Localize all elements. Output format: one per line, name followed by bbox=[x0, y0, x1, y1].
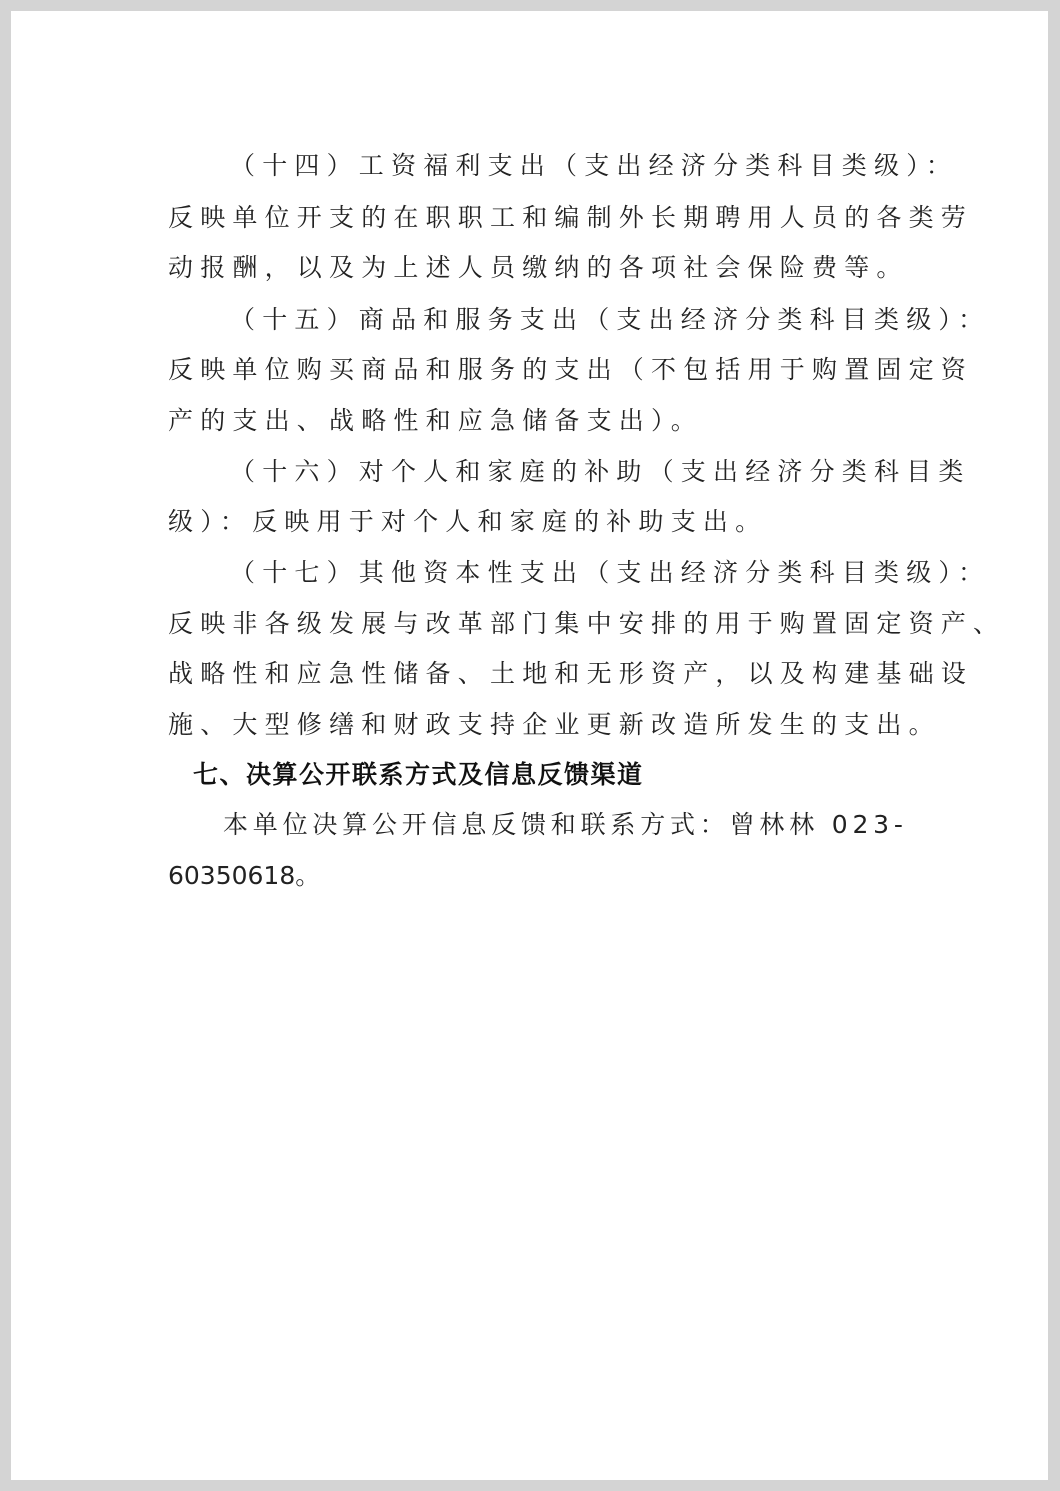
paragraph-14-line-3: 动报酬，以及为上述人员缴纳的各项社会保险费等。 bbox=[168, 253, 909, 282]
paragraph-14-line-2: 反映单位开支的在职职工和编制外长期聘用人员的各类劳 bbox=[168, 203, 974, 232]
paragraph-16-line-1: （十六）对个人和家庭的补助（支出经济分类科目类 bbox=[230, 457, 971, 486]
contact-line-1: 本单位决算公开信息反馈和联系方式：曾林林 023- bbox=[223, 810, 908, 839]
paragraph-16-line-2: 级）：反映用于对个人和家庭的补助支出。 bbox=[168, 507, 768, 536]
paragraph-17-line-2: 反映非各级发展与改革部门集中安排的用于购置固定资产、 bbox=[168, 609, 1006, 638]
paragraph-15-line-3: 产的支出、战略性和应急储备支出）。 bbox=[168, 406, 703, 435]
paragraph-17-line-3: 战略性和应急性储备、土地和无形资产，以及构建基础设 bbox=[168, 659, 974, 688]
paragraph-15-line-1: （十五）商品和服务支出（支出经济分类科目类级）： bbox=[230, 305, 991, 334]
section-7-heading: 七、决算公开联系方式及信息反馈渠道 bbox=[193, 760, 644, 789]
paragraph-17-line-4: 施、大型修缮和财政支持企业更新改造所发生的支出。 bbox=[168, 710, 941, 739]
contact-line-2: 60350618。 bbox=[168, 861, 321, 890]
paragraph-17-line-1: （十七）其他资本性支出（支出经济分类科目类级）： bbox=[230, 558, 991, 587]
paragraph-15-line-2: 反映单位购买商品和服务的支出（不包括用于购置固定资 bbox=[168, 355, 974, 384]
paragraph-14-line-1: （十四）工资福利支出（支出经济分类科目类级）： bbox=[230, 151, 959, 180]
document-page bbox=[11, 11, 1048, 1480]
